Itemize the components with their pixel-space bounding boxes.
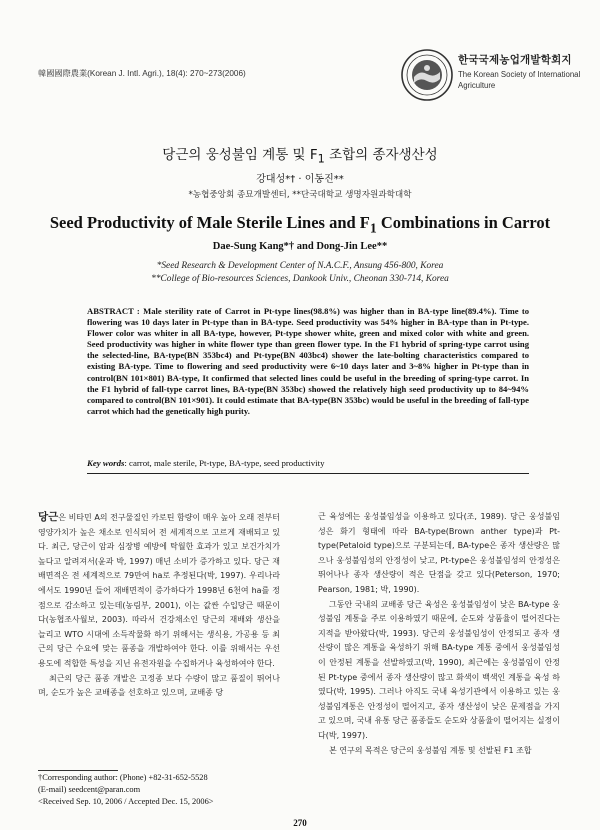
affiliation-2: **College of Bio-resources Sciences, Dankook Univ., Cheonan 330-714, Korea: [151, 274, 449, 284]
korean-title: [0, 143, 600, 166]
body-column-left: [38, 510, 280, 701]
abstract: [87, 306, 529, 417]
body-paragraph: 최근의 당근 품종 개발은 고정종 보다 수량이 많고 품질이 뛰어나며, 순도가 높은 교배종을 선호하고 있으며, 교배종 당: [38, 673, 280, 698]
korean-affiliation: *농협중앙회 종묘개발센터, **단국대학교 생명자원과학대학: [188, 190, 412, 200]
english-title-part2: Combinations in Carrot: [376, 213, 551, 232]
korean-title-end: 조합의 종자생산성: [324, 147, 438, 163]
footnote-email: (E-mail) seedcent@paran.com: [38, 785, 141, 794]
english-title-subscript: 1: [369, 220, 377, 236]
footnote-received: <Received Sep. 10, 2006 / Accepted Dec. 15, 2006>: [38, 797, 214, 806]
korean-title-subscript: 1: [317, 152, 325, 166]
english-title: [0, 213, 600, 236]
footnote-corresponding: †Corresponding author: (Phone) +82-31-652-5528: [38, 773, 208, 782]
korean-title-text: 당근의 웅성불임 계통 및 F: [162, 147, 318, 163]
society-seal-icon: [400, 48, 454, 102]
keywords-text: : carrot, male sterile, Pt-type, BA-type, seed productivity: [124, 458, 325, 468]
english-title-part1: Seed Productivity of Male Sterile Lines and F: [49, 213, 370, 232]
affiliation-1: *Seed Research & Development Center of N.A.C.F., Ansung 456-800, Korea: [156, 261, 444, 271]
keywords: [87, 458, 529, 468]
society-name-korean: 한국국제농업개발학회지: [458, 54, 572, 66]
abstract-label: ABSTRACT :: [87, 306, 140, 316]
abstract-text: Male sterility rate of Carrot in Pt-type lines(98.8%) was higher than in BA-type line(89.4%). Time to flowering was 10 days later in Pt-type than in BA-type. Seed productivity was 54% higher in BA-type than in Pt-type. Flower color was whiter in all BA-type, however, Pt-type shower white, green and mixed color with white and green. Seed productivity was higher in white flower type than green flower type. In the F1 hybrid of spring-type carrot using the selected-line, BA-type(BN 353bc4) and Pt-type(BN 403bc4) shower the late-bolting characteristics compared to existing BA-type. Time to flowering and seed productivity were 6~10 days later and 3~8% higher in Pt-type than in control(BN 101×801) BA-type, It confirmed that selected lines could be useful in the breeding of spring-type carrot. In the F1 hybrid of fall-type carrot lines, BA-type(BN 353bc) showed the relatively high seed productivity up to 84~94% compared to control(BN 101×901). It could estimate that BA-type(BN 353bc) would be useful in the breeding of fall-type carrot which had the genetically high purity.: [87, 306, 530, 416]
footnote-divider: [38, 770, 118, 771]
abstract-divider: [87, 473, 529, 474]
society-name-english-line1: The Korean Society of International: [458, 70, 581, 79]
body-paragraph: 근 육성에는 웅성불임성을 이용하고 있다(조, 1989). 당근 웅성불임성은 화기 형태에 따라 BA-type(Brown anther type)과 Pt-type(Petaloid type)으로 구분되는데, BA-type은 종자 생산량은 많으나 웅성불임성의 안정성이 낮고, Pt-type은 웅성불임성의 안정성은 뛰어나나 종자 생산량이 적은 단점을 갖고 있다(Peterson, 1970; Pearson, 1981; 박, 1990).: [318, 512, 560, 594]
body-text: 은 비타민 A의 전구물질인 카로틴 함량이 매우 높아 오래 전부터 영양가치가 높은 채소로 인식되어 전 세계적으로 고르게 재배되고 있다. 최근, 당근이 암과 심장병 예방에 탁월한 효과가 있고 보건가치가 높다고 알려져서(윤과 박, 1997) 매년 소비가 증가하고 있다. 당근 재배면적은 전 세계적으로 79만여 ha로 추정된다(박, 1997). 우리나라에서도 1990년 들어 재배면적이 증가하다가 1998년 6천여 ha를 정점으로 감소하고 있는데(농림부, 2001), 이는 값싼 수입당근 때문이다(농협조사월보, 2003). 따라서 건강채소인 당근의 재배와 생산을 늘리고 WTO 시대에 소득작물화 하기 위해서는 생식용, 가공용 등 최근의 당근 수요에 맞는 품종을 개발하여야 한다. 이를 위해서는 우선 용도에 적합한 특성을 지닌 유전자원을 수집하거나 육성하여야 한다.: [38, 513, 280, 668]
society-header: [400, 48, 581, 104]
body-column-right: [318, 510, 560, 758]
english-authors: Dae-Sung Kang*† and Dong-Jin Lee**: [212, 241, 388, 252]
body-paragraph: [38, 510, 280, 672]
page-number: 270: [293, 818, 307, 828]
society-name-english-line2: Agriculture: [458, 81, 496, 90]
journal-reference: 韓國國際農業(Korean J. Intl. Agri.), 18(4): 270~273(2006): [38, 69, 246, 78]
dropcap-word: 당근: [38, 511, 59, 523]
keywords-label: Key words: [87, 458, 125, 468]
body-paragraph: 본 연구의 목적은 당근의 웅성불임 계통 및 선발된 F1 조합: [329, 745, 532, 755]
body-paragraph: 그동안 국내의 교배종 당근 육성은 웅성불임성이 낮은 BA-type 웅성불임 계통을 주로 이용하였기 때문에, 순도와 상품율이 떨어진다는 지적을 받아왔다(박, 1993). 당근의 웅성불임성이 안정되고 종자 생산량이 많은 계통을 육성하기 위해 BA-type 계통 중에서 웅성불임성이 안정된 계통을 선발하였고(박, 1990), 최근에는 웅성불임이 안정된 Pt-type 중에서 종자 생산량이 많고 화색이 백색인 계통을 육성 하였다(박, 1995). 그러나 아직도 국내 육성기관에서 이용하고 있는 웅성불임계통은 안정성이 떨어지고, 종자 생산성이 낮은 문제점을 가지고 있으며, 국내 유통 당근 품종들도 순도와 상품율이 떨어지는 실정이다(박, 1997).: [318, 599, 560, 740]
korean-authors: 강대성*† · 이동진**: [256, 174, 344, 185]
